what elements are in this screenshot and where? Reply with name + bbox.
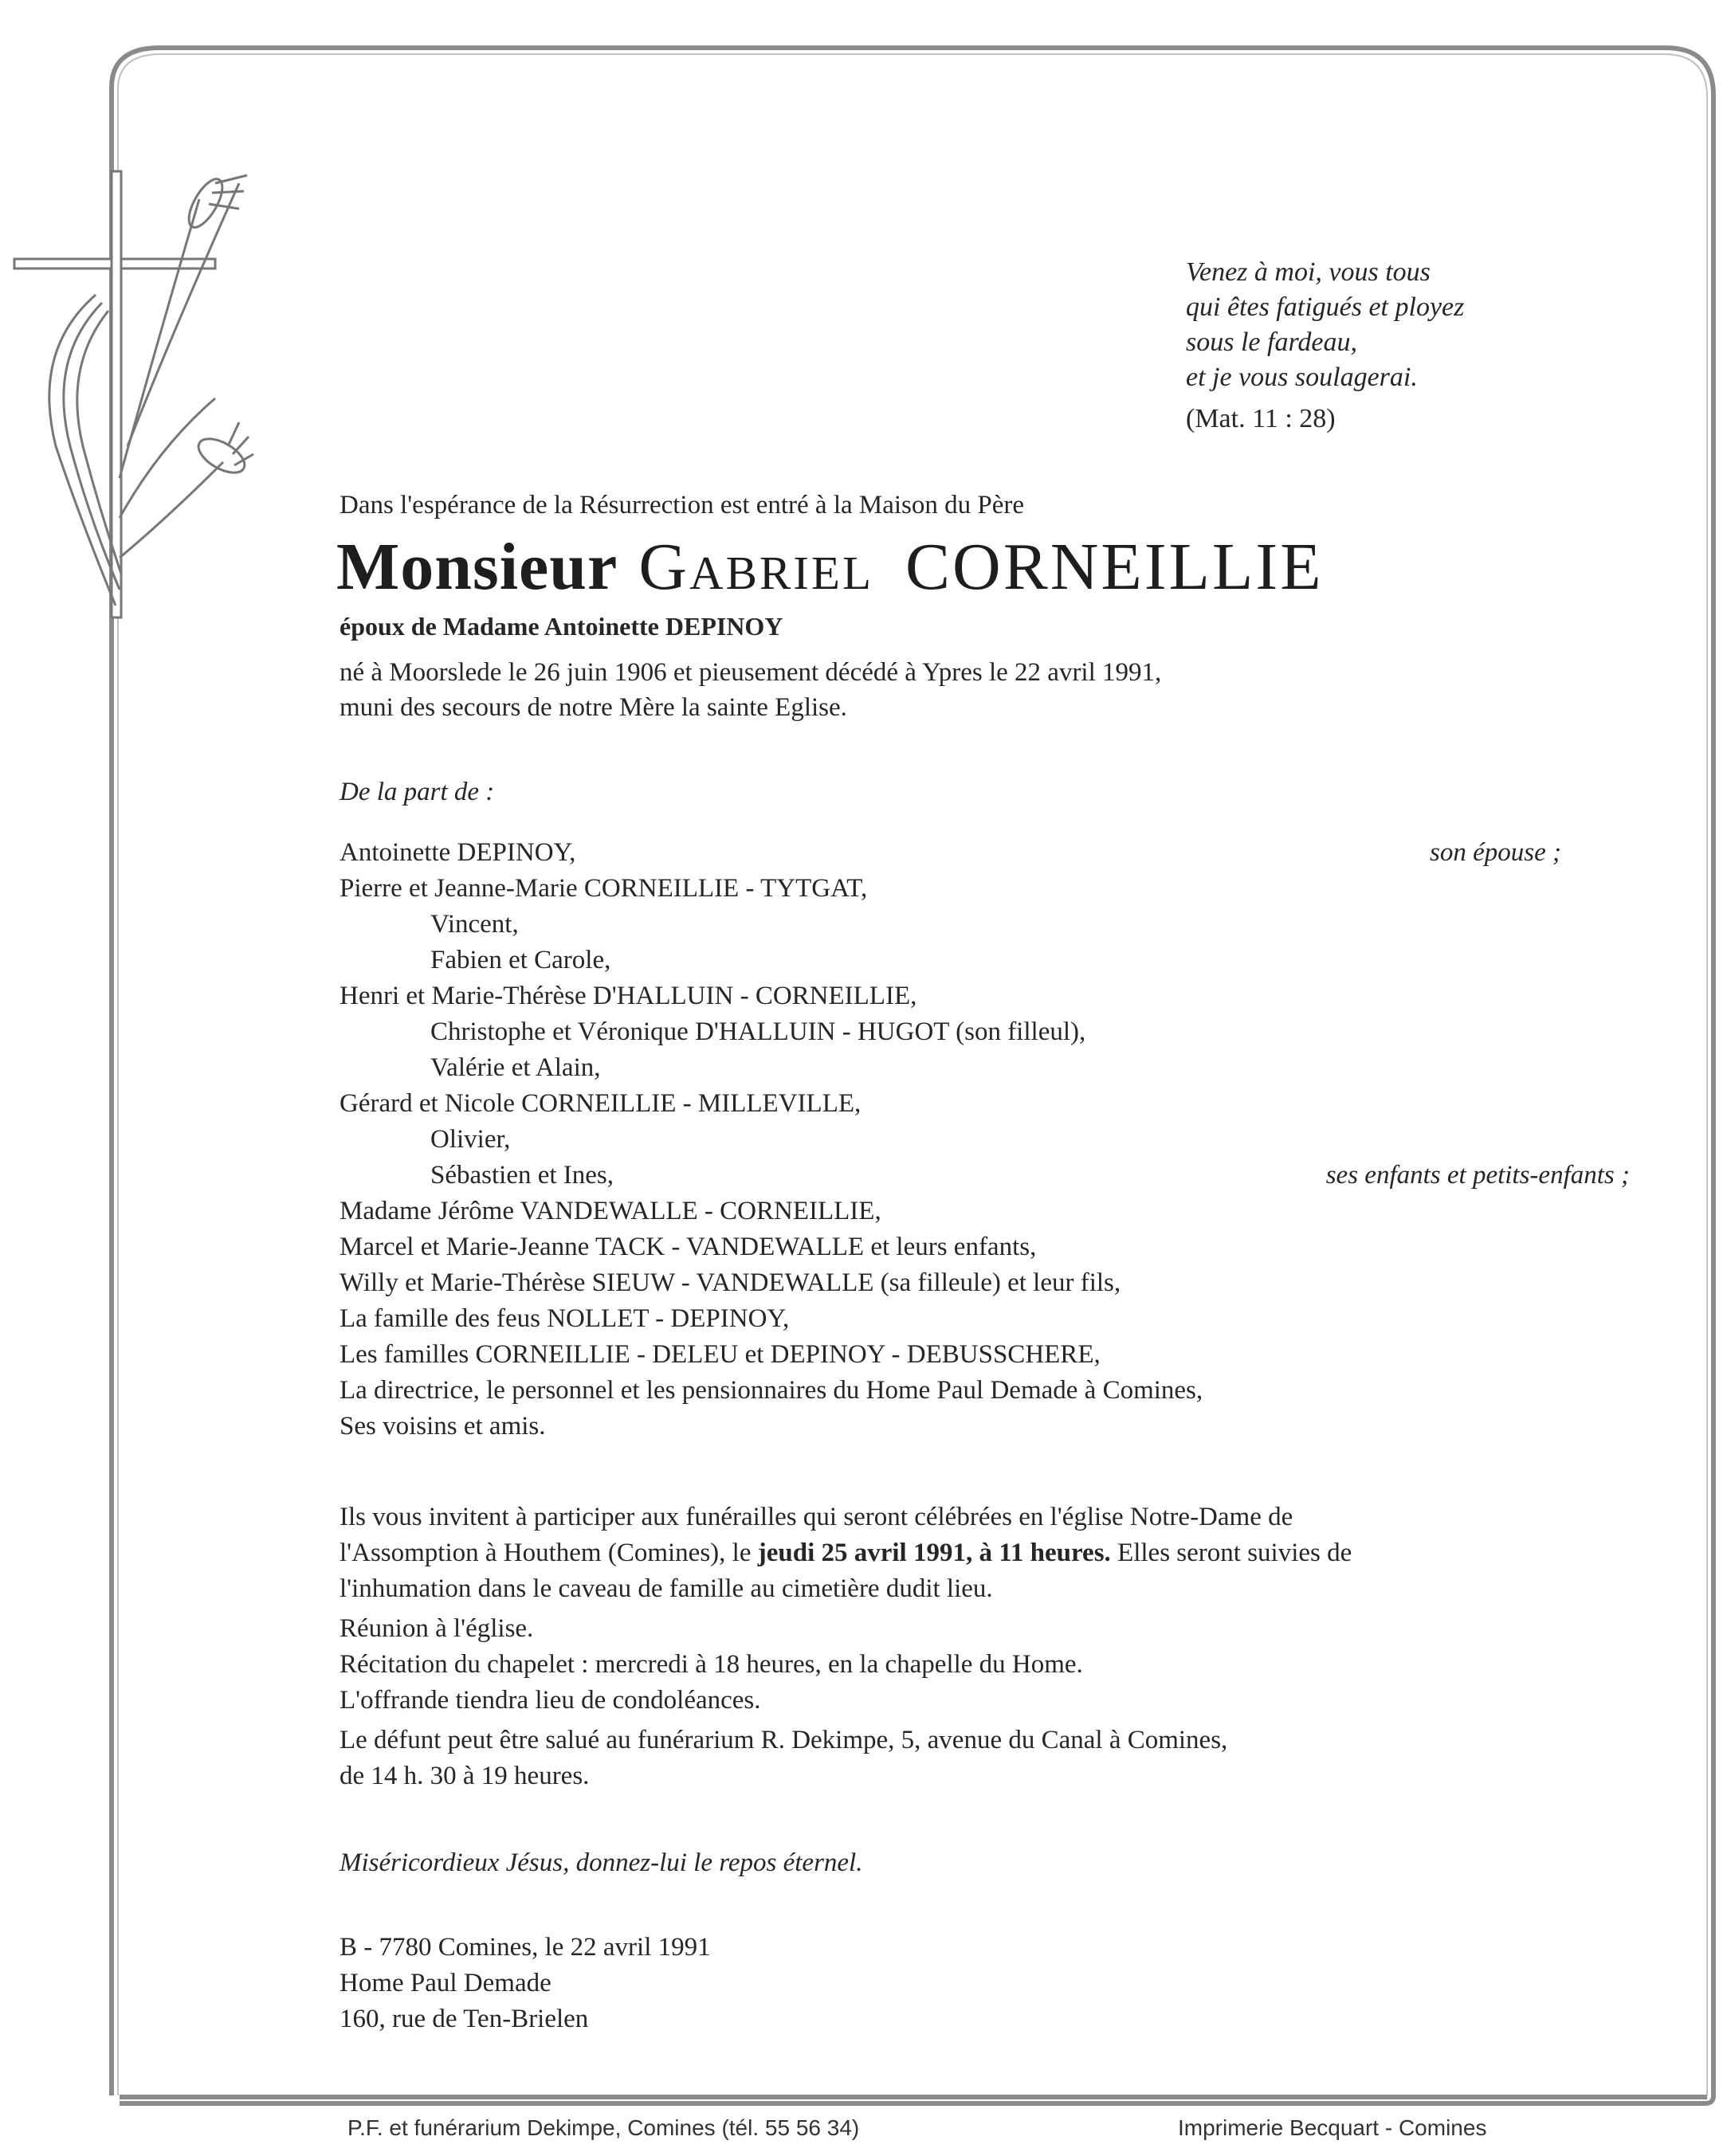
family-relation: ses enfants et petits-enfants ; <box>1325 1161 1630 1190</box>
bible-quote <box>1186 255 1464 437</box>
family-row: Marcel et Marie-Jeanne TACK - VANDEWALLE et leurs enfants, <box>340 1233 1037 1261</box>
birth-death-info <box>340 655 1161 725</box>
funeral-text: l'Assomption à Houthem (Comines), le <box>340 1539 758 1567</box>
quote-line: et je vous soulagerai. <box>1186 363 1418 392</box>
closing-prayer: Miséricordieux Jésus, donnez-lui le repos éternel. <box>340 1848 863 1877</box>
spouse-line: époux de Madame Antoinette DEPINOY <box>340 612 783 641</box>
funeral-date: jeudi 25 avril 1991, à 11 heures. <box>757 1539 1111 1567</box>
visit-line: de 14 h. 30 à 19 heures. <box>340 1762 590 1790</box>
intro-line: Dans l'espérance de la Résurrection est entré à la Maison du Père <box>340 491 1025 519</box>
family-row: Antoinette DEPINOY, <box>340 838 576 867</box>
note-line: Réunion à l'église. <box>340 1614 534 1643</box>
family-row: Sébastien et Ines, <box>430 1161 614 1190</box>
family-relation: son épouse ; <box>1430 838 1561 867</box>
family-row: Valérie et Alain, <box>430 1053 601 1082</box>
name-last: CORNEILLIE <box>905 530 1324 604</box>
address-line: Home Paul Demade <box>340 1969 551 1997</box>
birth-line: né à Moorslede le 26 juin 1906 et pieusement décédé à Ypres le 22 avril 1991, <box>340 658 1162 687</box>
quote-line: Venez à moi, vous tous <box>1186 257 1431 287</box>
family-row: La directrice, le personnel et les pensionnaires du Home Paul Demade à Comines, <box>340 1376 1203 1405</box>
quote-line: sous le fardeau, <box>1186 327 1358 357</box>
quote-reference: (Mat. 11 : 28) <box>1186 404 1336 433</box>
funeral-text: Elles seront suivies de <box>1110 1539 1352 1567</box>
quote-line: qui êtes fatigués et ployez <box>1186 292 1465 322</box>
footer-printer: Imprimerie Becquart - Comines <box>1178 2115 1487 2140</box>
name-title: Monsieur <box>336 530 618 604</box>
wheat-ornament-icon <box>49 174 253 606</box>
family-row: Fabien et Carole, <box>430 946 611 974</box>
birth-line: muni des secours de notre Mère la sainte Eglise. <box>340 693 847 722</box>
deceased-name <box>336 527 1324 607</box>
footer-funeral-home: P.F. et funérarium Dekimpe, Comines (tél. 55 56 34) <box>347 2115 860 2140</box>
family-row: Olivier, <box>430 1125 511 1154</box>
family-row: Willy et Marie-Thérèse SIEUW - VANDEWALLE (sa filleule) et leur fils, <box>340 1268 1121 1297</box>
family-row: Les familles CORNEILLIE - DELEU et DEPINOY - DEBUSSCHERE, <box>340 1340 1101 1369</box>
visit-line: Le défunt peut être salué au funérarium R. Dekimpe, 5, avenue du Canal à Comines, <box>340 1726 1228 1754</box>
name-first: Gabriel <box>638 530 874 604</box>
note-line: Récitation du chapelet : mercredi à 18 heures, en la chapelle du Home. <box>340 1650 1083 1679</box>
family-row: Gérard et Nicole CORNEILLIE - MILLEVILLE, <box>340 1089 862 1118</box>
cross-icon <box>14 171 215 617</box>
address-line: 160, rue de Ten-Brielen <box>340 2005 589 2033</box>
family-row: Christophe et Véronique D'HALLUIN - HUGOT (son filleul), <box>430 1017 1086 1046</box>
funeral-line: Ils vous invitent à participer aux funérailles qui seront célébrées en l'église Notre-Dame de <box>340 1503 1293 1531</box>
family-row: Ses voisins et amis. <box>340 1412 546 1441</box>
family-row: Pierre et Jeanne-Marie CORNEILLIE - TYTGAT, <box>340 874 868 903</box>
funeral-line <box>340 1535 1352 1570</box>
family-row: Vincent, <box>430 910 519 939</box>
funeral-line: l'inhumation dans le caveau de famille au cimetière dudit lieu. <box>340 1574 993 1603</box>
de-la-part-heading: De la part de : <box>340 778 495 806</box>
family-row: Henri et Marie-Thérèse D'HALLUIN - CORNEILLIE, <box>340 982 917 1010</box>
frame-border <box>112 48 1713 2103</box>
note-line: L'offrande tiendra lieu de condoléances. <box>340 1686 761 1715</box>
family-row: Madame Jérôme VANDEWALLE - CORNEILLIE, <box>340 1197 881 1225</box>
family-row: La famille des feus NOLLET - DEPINOY, <box>340 1304 790 1333</box>
address-line: B - 7780 Comines, le 22 avril 1991 <box>340 1933 711 1962</box>
